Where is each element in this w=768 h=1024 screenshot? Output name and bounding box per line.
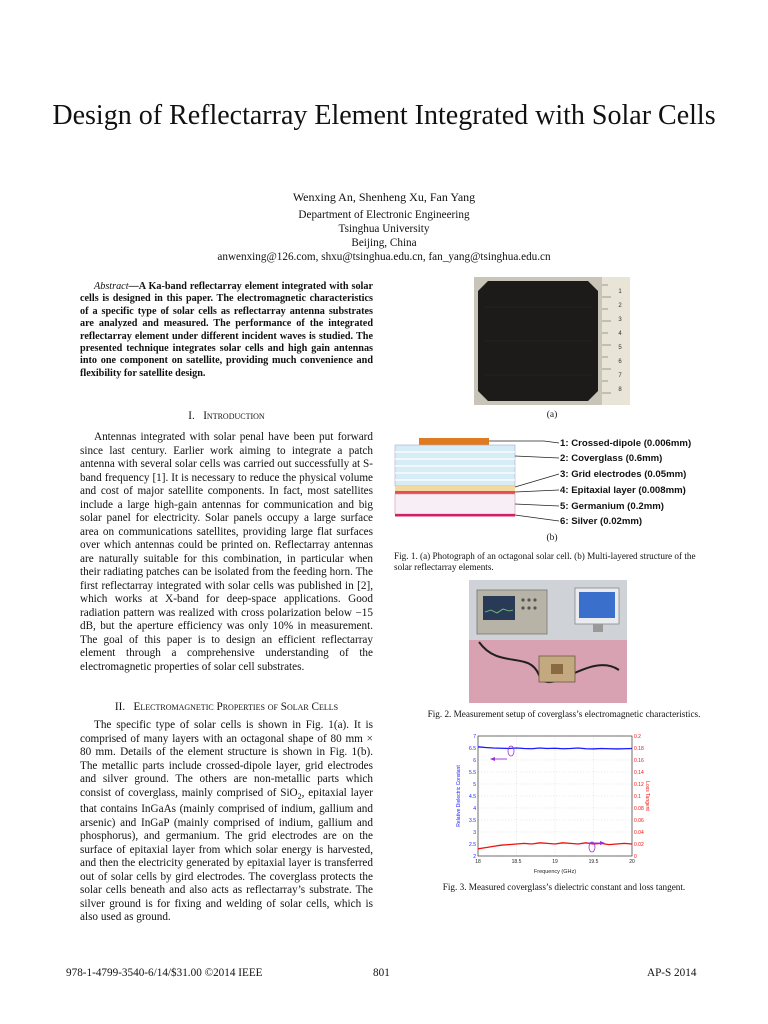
authors: Wenxing An, Shenheng Xu, Fan Yang (292, 190, 476, 204)
introduction-body (80, 431, 373, 674)
layer-label-3: 3: Grid electrodes (0.05mm) (560, 469, 687, 480)
x-tick-label: 19 (552, 859, 558, 865)
x-tick-label: 18 (475, 859, 481, 865)
chart-grid (478, 736, 632, 856)
y-tick-label-left: 5.5 (469, 769, 476, 776)
chart-xlabel: Frequency (GHz) (533, 869, 577, 875)
chart-ylabel-right: Loss Tangent (644, 781, 650, 811)
y-tick-label-left: 2.5 (469, 841, 476, 848)
layer-label-2: 2: Coverglass (0.6mm) (560, 453, 663, 464)
y-tick-label-right: 0.12 (634, 781, 644, 788)
y-tick-label-right: 0.1 (634, 793, 641, 800)
ruler-mark: 2 (618, 303, 622, 309)
y-tick-label-right: 0.02 (634, 841, 644, 848)
fig1-sub-b: (b) (546, 533, 558, 543)
x-tick-label: 18.5 (511, 859, 522, 865)
y-tick-label-left: 7 (473, 733, 476, 740)
measurement-setup-photo (469, 580, 627, 703)
dielectric-marker-ellipse (508, 746, 514, 756)
layer-structure-diagram (394, 436, 704, 528)
section-heading-introduction (80, 410, 373, 422)
ruler-mark: 6 (618, 359, 622, 365)
page-number: 801 (373, 967, 390, 979)
author-emails: anwenxing@126.com, shxu@tsinghua.edu.cn, fan_yang@tsinghua.edu.cn (217, 251, 551, 263)
ruler-mark: 3 (618, 317, 622, 323)
x-tick-label: 20 (629, 859, 635, 865)
y-tick-label-left: 5 (473, 781, 476, 788)
y-tick-label-left: 4 (473, 805, 476, 812)
dielectric-chart (448, 731, 648, 877)
y-tick-label-left: 4.5 (469, 793, 476, 800)
section-number: I. (188, 410, 195, 422)
layer-label-4: 4: Epitaxial layer (0.008mm) (560, 485, 686, 496)
em-properties-paragraph (80, 719, 373, 925)
layer-label-6: 6: Silver (0.02mm) (560, 516, 643, 527)
left-arrowhead-icon (490, 757, 495, 761)
y-tick-label-right: 0.14 (634, 769, 644, 776)
subscript: 2 (297, 791, 302, 801)
affiliation-dept: Department of Electronic Engineering (298, 209, 470, 221)
abstract (80, 281, 373, 380)
ruler-mark: 5 (618, 345, 622, 351)
abstract-lead: Abstract (94, 281, 129, 292)
ruler-mark: 8 (618, 387, 622, 393)
y-tick-label-left: 3 (473, 829, 476, 836)
fig3-caption: Fig. 3. Measured coverglass’s dielectric constant and loss tangent. (442, 882, 686, 892)
abstract-text: —A Ka-band reflectarray element integrated with solar cells is designed in this paper. The electromagnetic characteristics of a specific type of solar cells as reflectarray antenna substrates are analyzed and measured. The performance of the integrated reflectarray element under different incident waves is studied. The presented technique integrates solar cells and high gain antennas into one component on satellite, providing much convenience and flexibility for satellite design. (80, 281, 373, 379)
section-title: Introduction (203, 410, 265, 422)
layer-label-1: 1: Crossed-dipole (0.006mm) (560, 438, 692, 449)
layer-label-5: 5: Germanium (0.2mm) (560, 501, 664, 512)
footer-copyright: 978-1-4799-3540-6/14/$31.00 ©2014 IEEE (66, 967, 263, 979)
y-tick-label-right: 0 (634, 853, 637, 860)
introduction-paragraph: Antennas integrated with solar penal have been put forward since last century. Earlier work aiming to integrate a patch antenna with several solar cells was carried out successfully at S-band frequency [1]. It is necessary to reduce the physical volume and cost of major satellite components. In fact, most satellites include a large high-gain antennas for communication and big solar panel for electricity. Solar panels occupy a large surface area on communications satellites, providing large flat surfaces over which antennas could be printed on. Reflectarray antennas are naturally suitable for this combination, in particular when their radiating patches can be isolated from the feeding horn. The first reflectarray integrated with solar cells was published in [2], which works at X-band for deep-space applications. Good radiation pattern was realized with cross polarization below −15 dB, but the aperture efficiency was only 10% in measurement. The goal of this paper is to design an efficient reflectarray element through a comprehensive understanding of the electromagnetic properties of solar cell substrates. (80, 431, 373, 673)
affiliation-university: Tsinghua University (338, 223, 430, 235)
paper-title: Design of Reflectarray Element Integrated with Solar Cells (52, 100, 716, 131)
solar-cell-photo (474, 277, 630, 405)
affiliation-city: Beijing, China (351, 237, 417, 249)
fig1-caption: Fig. 1. (a) Photograph of an octagonal solar cell. (b) Multi-layered structure of the solar reflectarray elements. (394, 551, 696, 572)
paragraph-part-b: , epitaxial layer that contains InGaAs (mainly comprised of indium, gallium and arsenic) and InGaP (mainly comprised of indium, gallium and phosphorus), and germanium. The grid electrodes are on the surface of epitaxial layer from which solar energy is harvested, and then the electricity generated by epitaxial layer is transferred out of solar cells by gird electrodes. The coverglass protects the solar cells beneath and also acts as reflectarray’s substrate. The silver ground is for fixing and welding of solar cells, which is also used as ground. (80, 786, 373, 924)
em-properties-body (80, 719, 373, 925)
y-tick-label-left: 2 (473, 853, 476, 860)
paragraph-part-a: The specific type of solar cells is shown in Fig. 1(a). It is comprised of many layers with an octagonal shape of 80 mm × 80 mm. Details of the element structure is shown in Fig. 1(b). The metallic parts include crossed-dipole layer, grid electrodes and silver ground. The others are non-metallic parts which consist of coverglass, mainly comprised of SiO (80, 719, 373, 799)
ruler-mark: 4 (618, 331, 622, 337)
footer-conference: AP-S 2014 (647, 967, 697, 979)
section-number: II. (114, 701, 126, 713)
ruler-mark: 7 (618, 373, 622, 379)
y-tick-label-right: 0.2 (634, 733, 641, 740)
x-tick-label: 19.5 (588, 859, 599, 865)
fig1-sub-a: (a) (546, 410, 558, 420)
fig2-caption: Fig. 2. Measurement setup of coverglass’s electromagnetic characteristics. (427, 709, 701, 719)
y-tick-label-right: 0.16 (634, 757, 644, 764)
y-tick-label-right: 0.08 (634, 805, 644, 812)
y-tick-label-right: 0.04 (634, 829, 644, 836)
y-tick-label-left: 6.5 (469, 745, 476, 752)
y-tick-label-right: 0.18 (634, 745, 644, 752)
section-heading-em-properties (80, 701, 373, 713)
ruler-mark: 1 (618, 289, 622, 295)
y-tick-label-left: 3.5 (469, 817, 476, 824)
chart-ylabel-left: Relative Dielectric Constant (456, 765, 462, 827)
section-title: Electromagnetic Properties of Solar Cells (133, 701, 339, 713)
chart-ticks (469, 734, 644, 865)
y-tick-label-right: 0.06 (634, 817, 644, 824)
y-tick-label-left: 6 (473, 757, 476, 764)
